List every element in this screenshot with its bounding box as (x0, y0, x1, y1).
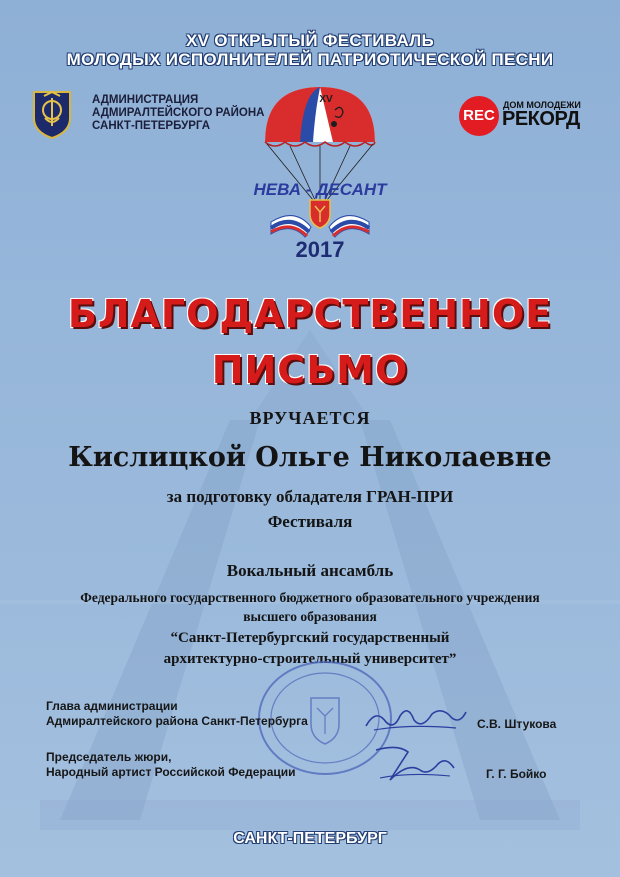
organization-line1: Федерального государственного бюджетного образовательного учреждения (80, 590, 540, 605)
festival-header-line1: XV ОТКРЫТЫЙ ФЕСТИВАЛЬ (185, 31, 434, 50)
awarded-label: ВРУЧАЕТСЯ (249, 408, 371, 428)
signature1-handwriting-icon (360, 700, 470, 738)
signature2-handwriting-icon (368, 740, 458, 786)
parachute-logo-icon (255, 82, 385, 252)
footer-city: САНКТ-ПЕТЕРБУРГ (233, 830, 387, 847)
letter-title-line1: БЛАГОДАРСТВЕННОЕ (67, 292, 553, 336)
administration-line2: АДМИРАЛТЕЙСКОГО РАЙОНА (92, 107, 265, 119)
organization-line4: архитектурно-строительный университет” (163, 651, 457, 667)
reason-line2: Фестиваля (267, 512, 353, 531)
sponsor-big-text: РЕКОРД (502, 108, 580, 130)
district-emblem-icon (30, 88, 74, 140)
letter-title-line2: ПИСЬМО (211, 348, 409, 392)
administration-name (92, 94, 264, 133)
administration-line1: АДМИНИСТРАЦИЯ (92, 94, 199, 106)
administration-line3: САНКТ-ПЕТЕРБУРГА (92, 120, 210, 132)
reason-line1: за подготовку обладателя ГРАН-ПРИ (166, 487, 454, 506)
signatory2-title (46, 750, 296, 780)
festival-header-line2: МОЛОДЫХ ИСПОЛНИТЕЛЕЙ ПАТРИОТИЧЕСКОЙ ПЕСНИ (66, 50, 554, 69)
organization-line3: “Санкт-Петербургский государственный (170, 630, 450, 646)
signatory2-name: Г. Г. Бойко (486, 767, 547, 781)
ensemble-label: Вокальный ансамбль (226, 561, 394, 580)
signatory1-role-line2: Адмиралтейского района Санкт-Петербурга (46, 714, 308, 728)
signatory2-role-line2: Народный артист Российской Федерации (46, 765, 296, 779)
festival-year: 2017 (295, 237, 345, 262)
signatory2-role-line1: Председатель жюри, (46, 750, 172, 764)
signatory1-role-line1: Глава администрации (46, 699, 178, 713)
rec-logo-badge: REC (459, 96, 499, 136)
signatory1-title (46, 699, 308, 729)
festival-logo-name: НЕВА - ДЕСАНТ (253, 180, 387, 199)
sponsor-small-text: ДОМ МОЛОДЕЖИ (503, 100, 581, 110)
recipient-name: Кислицкой Ольге Николаевне (68, 442, 552, 473)
signatory1-name: С.В. Штукова (477, 717, 557, 731)
organization-line2: высшего образования (243, 609, 377, 624)
logo-numeral: XV (319, 94, 333, 105)
